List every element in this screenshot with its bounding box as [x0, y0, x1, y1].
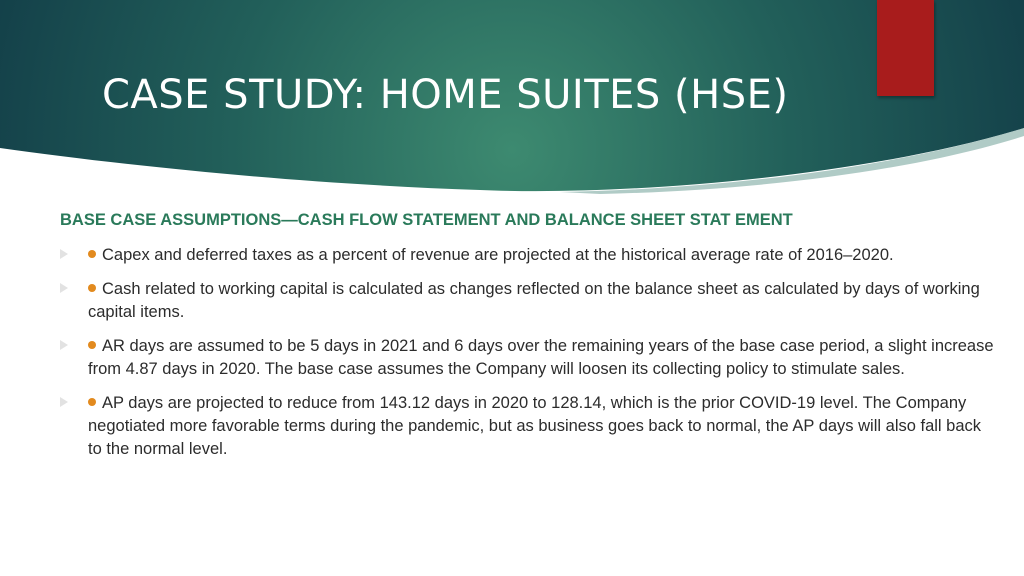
orange-dot-icon: [88, 250, 96, 258]
section-subheading: BASE CASE ASSUMPTIONS—CASH FLOW STATEMENT AND BALANCE SHEET STAT EMENT: [60, 211, 793, 229]
orange-dot-icon: [88, 398, 96, 406]
orange-dot-icon: [88, 284, 96, 292]
bullet-text: Capex and deferred taxes as a percent of revenue are projected at the historical average rate of 2016–2020.: [102, 246, 894, 264]
triangle-marker-icon: [60, 340, 68, 350]
bullet-item: [60, 244, 996, 267]
orange-dot-icon: [88, 341, 96, 349]
triangle-marker-icon: [60, 283, 68, 293]
bullet-item: [60, 278, 996, 324]
slide-title: CASE STUDY: HOME SUITES (HSE): [102, 72, 789, 118]
triangle-marker-icon: [60, 249, 68, 259]
bullet-text: AP days are projected to reduce from 143.12 days in 2020 to 128.14, which is the prior COVID-19 level. The Company negotiated more favorable terms during the pandemic, but as business goes back to normal, the AP days will also fall back to the normal level.: [88, 394, 982, 458]
bullet-item: [60, 335, 996, 381]
accent-bar: [877, 0, 934, 96]
bullet-text: Cash related to working capital is calculated as changes reflected on the balance sheet as calculated by days of working capital items.: [88, 280, 980, 321]
bullet-list: [60, 244, 996, 472]
triangle-marker-icon: [60, 397, 68, 407]
bullet-text: AR days are assumed to be 5 days in 2021 and 6 days over the remaining years of the base case period, a slight increase from 4.87 days in 2020. The base case assumes the Company will loosen its collecting policy to stimulate sales.: [88, 337, 994, 378]
bullet-item: [60, 392, 996, 461]
